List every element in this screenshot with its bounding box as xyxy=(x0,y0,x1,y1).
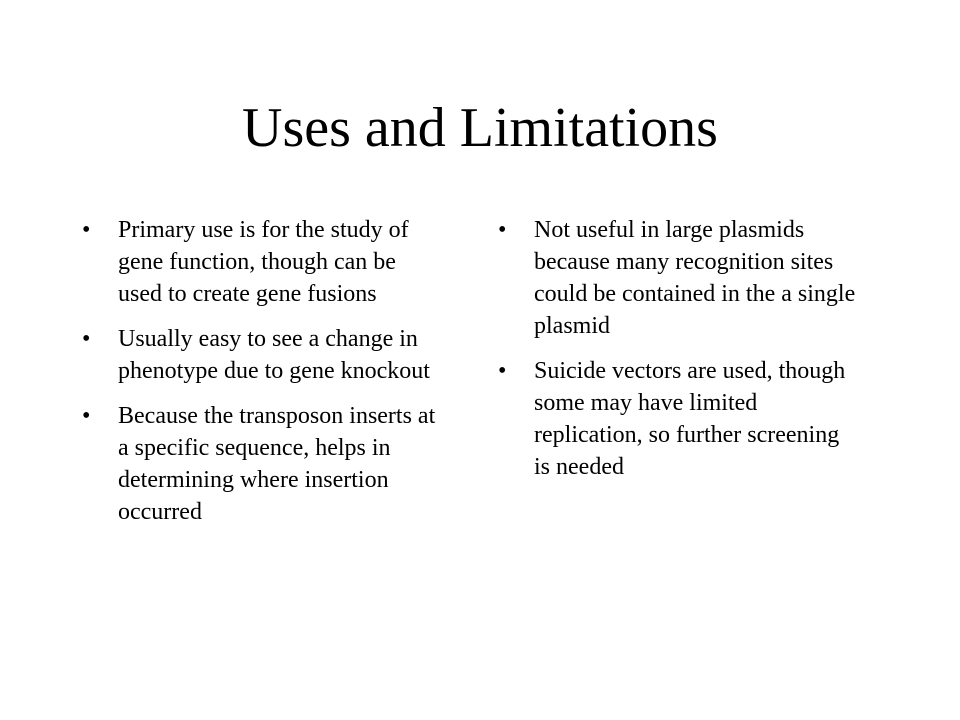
list-item xyxy=(82,214,442,310)
list-item xyxy=(498,214,858,342)
limitations-column xyxy=(498,214,858,496)
bullet-icon: • xyxy=(82,403,91,429)
bullet-text: Primary use is for the study of gene function, though can be used to create gene fusions xyxy=(118,217,409,307)
list-item xyxy=(82,323,442,387)
list-item xyxy=(498,355,858,483)
bullet-icon: • xyxy=(82,326,91,352)
bullet-text: Because the transposon inserts at a specific sequence, helps in determining where insertion occurred xyxy=(118,403,436,525)
bullet-text: Suicide vectors are used, though some may have limited replication, so further screening is needed xyxy=(534,358,846,480)
list-item xyxy=(82,400,442,528)
bullet-icon: • xyxy=(498,217,507,243)
bullet-icon: • xyxy=(82,217,91,243)
bullet-text: Usually easy to see a change in phenotype due to gene knockout xyxy=(118,326,430,384)
bullet-text: Not useful in large plasmids because many recognition sites could be contained in the a single plasmid xyxy=(534,217,856,339)
uses-column xyxy=(82,214,442,541)
bullet-icon: • xyxy=(498,358,507,384)
slide-title: Uses and Limitations xyxy=(242,97,718,159)
